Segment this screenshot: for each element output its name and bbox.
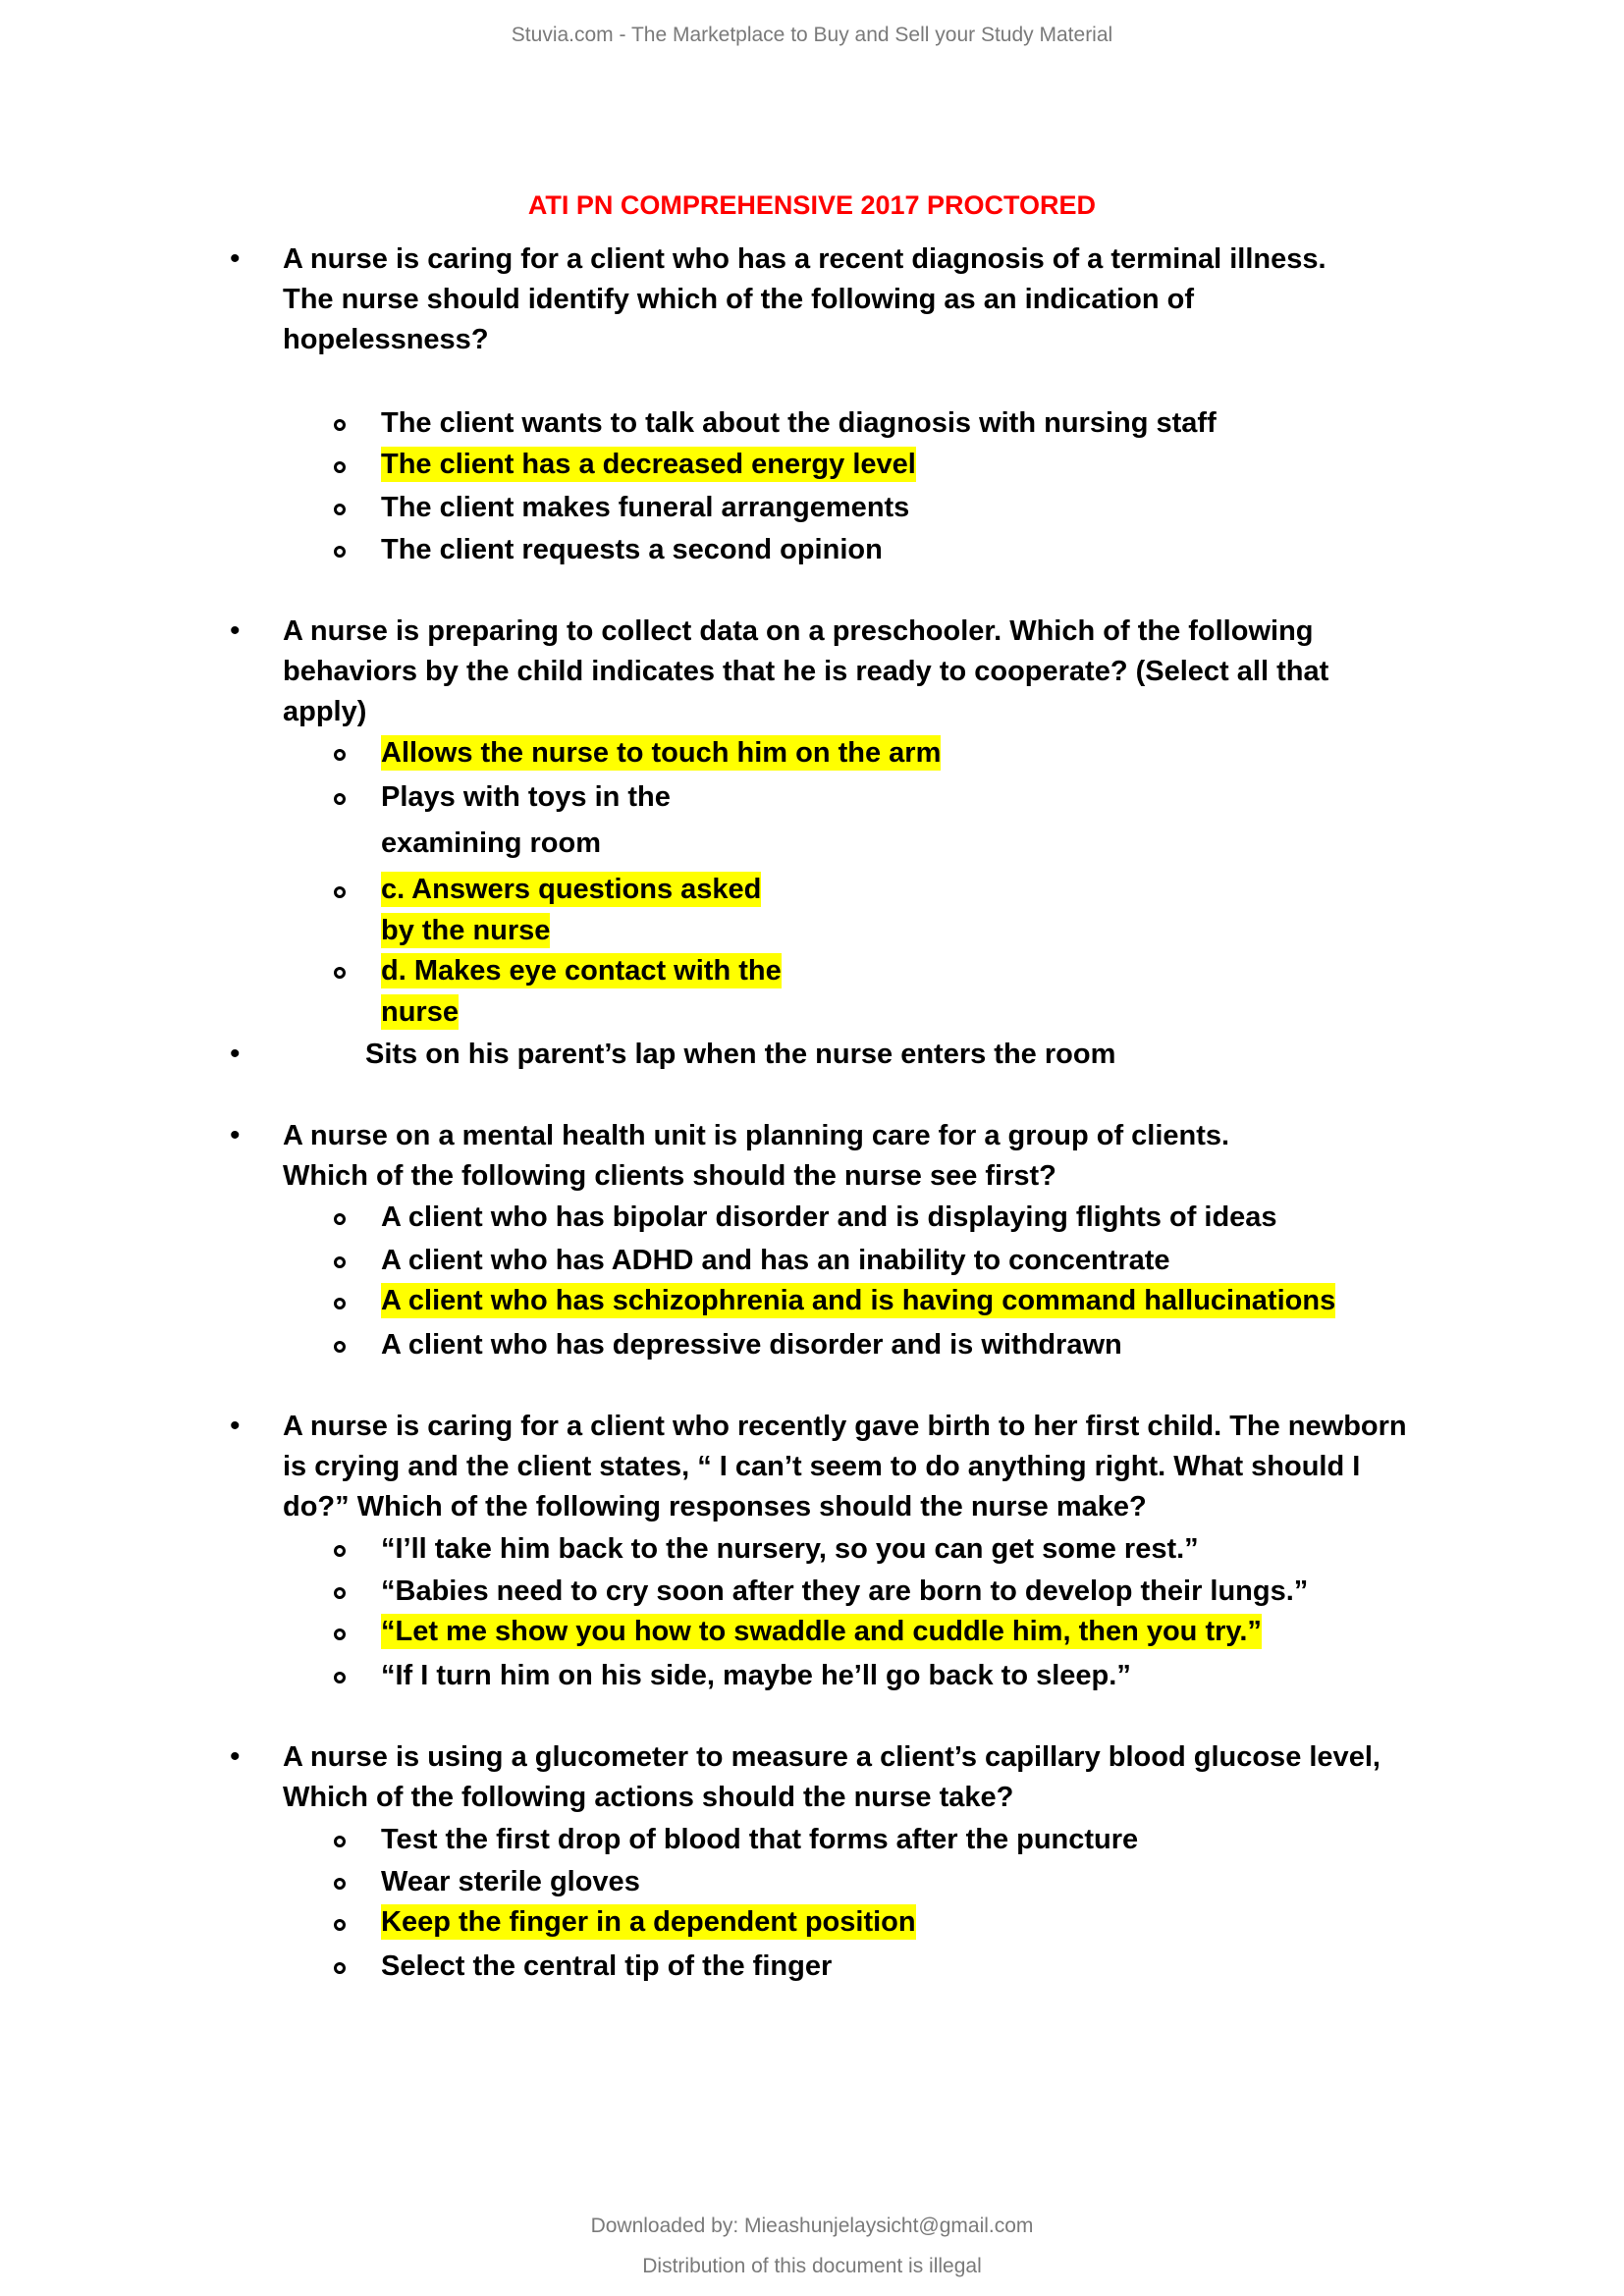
answer-option: Select the central tip of the finger <box>381 1950 833 1982</box>
question-stem-line: A nurse is caring for a client who has a recent diagnosis of a terminal illness. <box>283 243 1326 275</box>
bullet-icon: • <box>230 1119 241 1151</box>
bullet-icon: • <box>230 242 241 275</box>
question-stem-line: A nurse on a mental health unit is planning care for a group of clients. <box>283 1120 1230 1151</box>
circle-bullet-icon <box>334 1341 346 1353</box>
circle-bullet-icon <box>334 1962 346 1974</box>
answer-option: Wear sterile gloves <box>381 1866 640 1897</box>
answer-option-correct: “Let me show you how to swaddle and cuddle him, then you try.” <box>381 1616 1262 1647</box>
bullet-icon: • <box>230 614 241 647</box>
answer-option-correct: The client has a decreased energy level <box>381 449 916 480</box>
question-stem-line: Which of the following clients should the nurse see first? <box>283 1160 1056 1192</box>
answer-option: The client wants to talk about the diagnosis with nursing staff <box>381 407 1217 439</box>
question-stem-line: do?” Which of the following responses should the nurse make? <box>283 1491 1147 1522</box>
circle-bullet-icon <box>334 1672 346 1683</box>
circle-bullet-icon <box>334 793 346 805</box>
question-stem-line: The nurse should identify which of the following as an indication of <box>283 284 1195 315</box>
circle-bullet-icon <box>334 461 346 473</box>
circle-bullet-icon <box>334 886 346 898</box>
circle-bullet-icon <box>334 749 346 761</box>
circle-bullet-icon <box>334 1213 346 1225</box>
question-stem-line: behaviors by the child indicates that he is ready to cooperate? (Select all that <box>283 656 1329 687</box>
footer-distribution-notice: Distribution of this document is illegal <box>642 2255 982 2277</box>
answer-option-correct-continued: by the nurse <box>381 915 551 946</box>
answer-option-correct: Keep the finger in a dependent position <box>381 1906 916 1938</box>
answer-option: Sits on his parent’s lap when the nurse enters the room <box>365 1039 1116 1070</box>
answer-option: A client who has bipolar disorder and is displaying flights of ideas <box>381 1201 1277 1233</box>
bullet-icon: • <box>230 1740 241 1773</box>
circle-bullet-icon <box>334 1256 346 1268</box>
answer-option: A client who has ADHD and has an inability to concentrate <box>381 1245 1170 1276</box>
answer-option-correct: A client who has schizophrenia and is having command hallucinations <box>381 1285 1336 1316</box>
question-stem-line: A nurse is preparing to collect data on a preschooler. Which of the following <box>283 615 1314 647</box>
answer-option: A client who has depressive disorder and is withdrawn <box>381 1329 1122 1361</box>
circle-bullet-icon <box>334 1587 346 1599</box>
bullet-icon: • <box>230 1038 241 1070</box>
question-stem-line: A nurse is using a glucometer to measure a client’s capillary blood glucose level, <box>283 1741 1380 1773</box>
circle-bullet-icon <box>334 504 346 515</box>
circle-bullet-icon <box>334 1836 346 1847</box>
bullet-icon: • <box>230 1410 241 1442</box>
question-stem-line: apply) <box>283 696 367 727</box>
footer-downloaded-by: Downloaded by: Mieashunjelaysicht@gmail.com <box>590 2215 1034 2237</box>
answer-option: The client makes funeral arrangements <box>381 492 910 523</box>
question-stem-line: A nurse is caring for a client who recently gave birth to her first child. The newborn <box>283 1411 1407 1442</box>
question-stem-line: hopelessness? <box>283 324 489 355</box>
circle-bullet-icon <box>334 1919 346 1931</box>
answer-option: Plays with toys in the <box>381 781 671 813</box>
circle-bullet-icon <box>334 1545 346 1557</box>
circle-bullet-icon <box>334 1298 346 1309</box>
question-stem-line: Which of the following actions should the nurse take? <box>283 1782 1014 1813</box>
circle-bullet-icon <box>334 967 346 979</box>
header-watermark: Stuvia.com - The Marketplace to Buy and Sell your Study Material <box>511 24 1113 46</box>
circle-bullet-icon <box>334 1878 346 1890</box>
answer-option: “Babies need to cry soon after they are born to develop their lungs.” <box>381 1575 1309 1607</box>
circle-bullet-icon <box>334 419 346 431</box>
answer-option: “I’ll take him back to the nursery, so you can get some rest.” <box>381 1533 1199 1565</box>
answer-option-correct-continued: nurse <box>381 996 459 1028</box>
answer-option-correct: d. Makes eye contact with the <box>381 955 782 987</box>
answer-option-correct: Allows the nurse to touch him on the arm <box>381 737 942 769</box>
answer-option-continued: examining room <box>381 828 601 859</box>
answer-option: The client requests a second opinion <box>381 534 883 565</box>
answer-option-correct: c. Answers questions asked <box>381 874 762 905</box>
circle-bullet-icon <box>334 546 346 558</box>
document-title: ATI PN COMPREHENSIVE 2017 PROCTORED <box>527 190 1097 220</box>
question-stem-line: is crying and the client states, “ I can’t seem to do anything right. What should I <box>283 1451 1361 1482</box>
circle-bullet-icon <box>334 1629 346 1640</box>
answer-option: Test the first drop of blood that forms after the puncture <box>381 1824 1139 1855</box>
answer-option: “If I turn him on his side, maybe he’ll go back to sleep.” <box>381 1660 1131 1691</box>
